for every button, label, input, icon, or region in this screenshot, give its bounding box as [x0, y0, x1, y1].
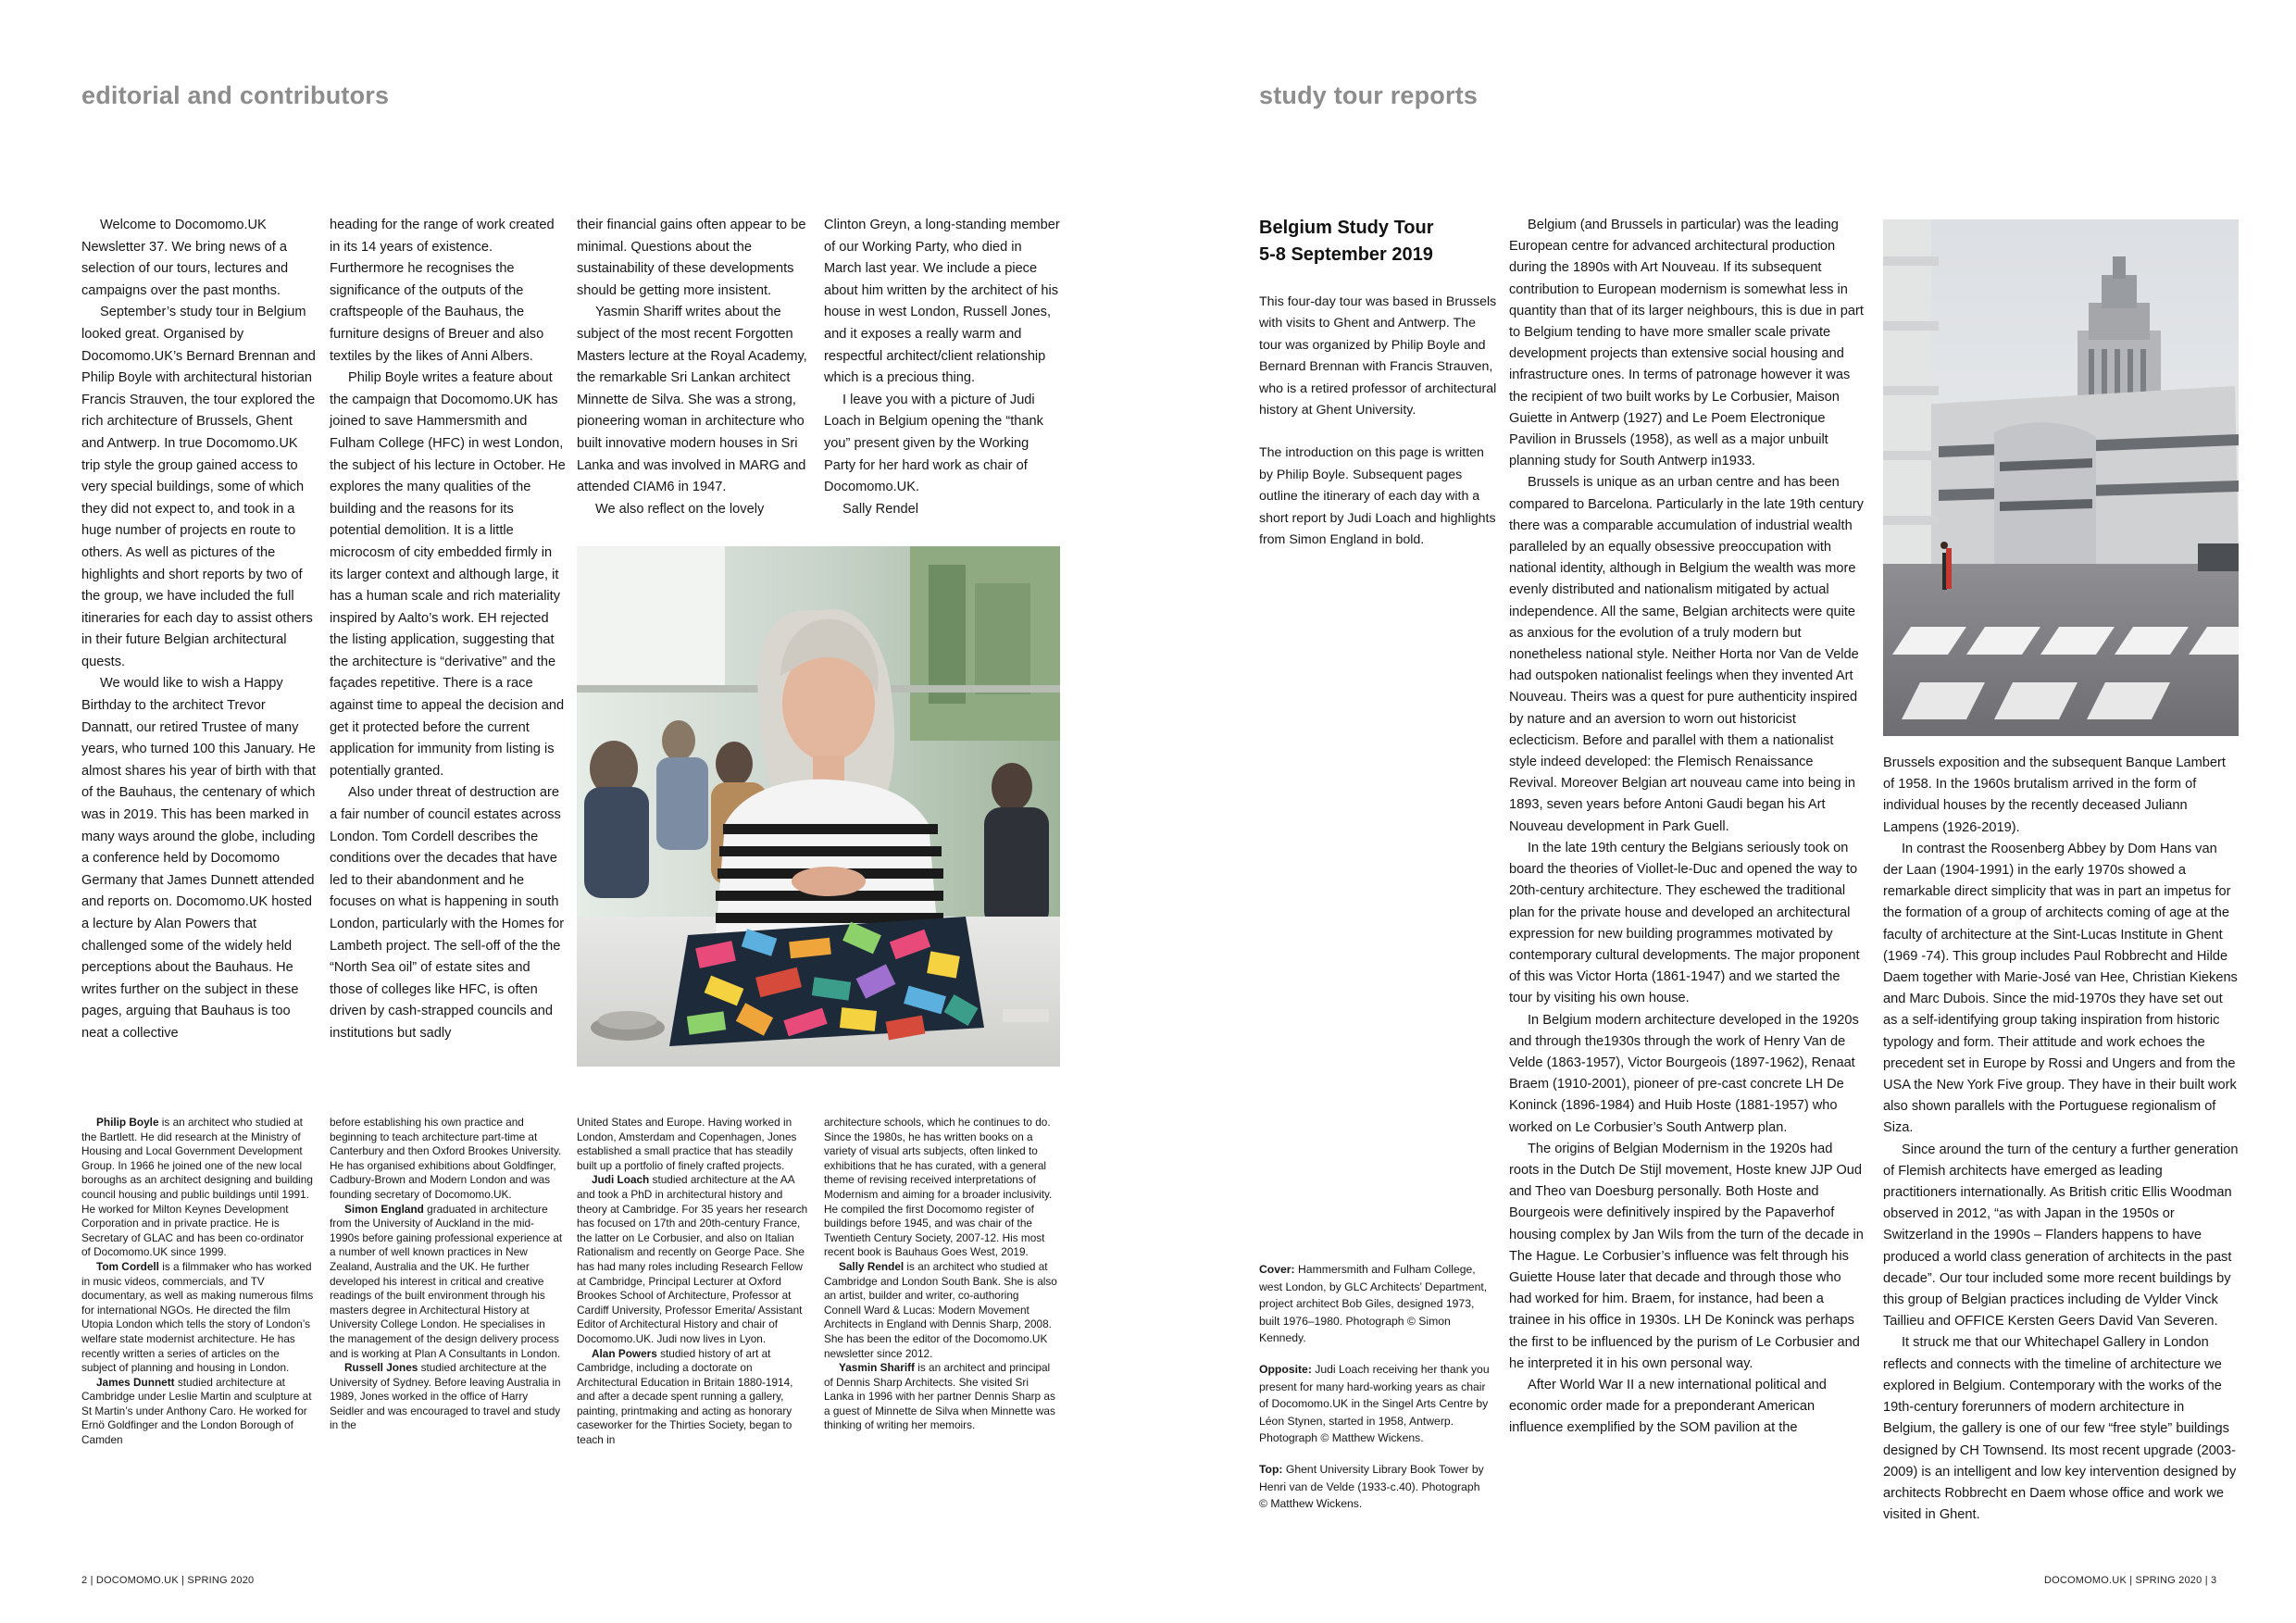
bio-name: Philip Boyle [96, 1116, 159, 1129]
bio-column-1 [81, 1116, 315, 1448]
tour-title [1259, 215, 1434, 268]
caption-label: Opposite: [1259, 1362, 1312, 1376]
tour-body-column-2 [1883, 753, 2239, 1526]
bio-text: studied architecture at the University of Sydney. Before leaving Australia in 1989, Jones worked in the office of Harry Seidler and was encouraged to travel and study in the [330, 1361, 561, 1432]
bio-text: before establishing his own practice and beginning to teach architecture part-time at Canterbury and then Oxford Brookes University. He has organised exhibitions about Goldfinger, Cadbury-Brown and Modern London and was founding secretary of Docomomo.UK. [330, 1116, 562, 1201]
folio-left: 2 | DOCOMOMO.UK | SPRING 2020 [81, 1575, 255, 1586]
bio-text: architecture schools, which he continues to do. Since the 1980s, he has written books on a variety of visual arts subjects, often linked to exhibitions that he has curated, with a general theme of revising received interpretations of Modernism and aiming for a broader inclusivity. He compiled the first Docomomo register of buildings before 1945, and was chair of the Twentieth Century Society, 2007-12. His most recent book is Bauhaus Goes West, 2019. [824, 1116, 1053, 1259]
book-tower-photo [1883, 219, 2239, 736]
bio-paragraph [577, 1173, 810, 1346]
tour-paragraph: In contrast the Roosenberg Abbey by Dom Hans van der Laan (1904-1991) in the early 1970s showed a remarkable direct simplicity that was in part an impetus for the formation of a group of architects coming of age at the faculty of architecture at the Sint-Lucas Institute in Ghent (1969 -74). This group includes Paul Robbrecht and Hilde Daem together with Marie-José van Hee, Christian Kiekens and Marc Dubois. Since the mid-1970s they have set out as a self-identifying group taking inspiration from historic typology and form. Their attitude and work echoes the precedent set in Europe by Rossi and Ungers and from the USA the New York Five group. They have in their built work also shown parallels with the Portuguese regionalism of Siza. [1883, 841, 2238, 1136]
tour-paragraph: After World War II a new international political and economic order made for a preponderant American influence exemplified by the SOM pavilion at the [1509, 1377, 1827, 1436]
tour-paragraph: Belgium (and Brussels in particular) was the leading European centre for advanced architectural production during the 1890s with Art Nouveau. If its subsequent contribution to European modernism is somewhat less in quantity than that of its larger neighbours, this is due in part to Belgium tending to have more smaller scale private development projects than extensive social housing and infrastructure ones. In terms of patronage however it was the recipient of two built works by Le Corbusier, Maison Guiette in Antwerp (1927) and Le Poem Electronique Pavilion in Brussels (1958), as well as a major unbuilt planning study for South Antwerp in1933. [1509, 218, 1864, 469]
editorial-signature: Sally Rendel [842, 501, 918, 517]
editorial-column-4 [824, 215, 1061, 520]
bio-name: Alan Powers [592, 1346, 657, 1360]
editorial-column-2 [330, 215, 567, 1045]
intro-paragraph: The introduction on this page is written by Philip Boyle. Subsequent pages outline the itinerary of each day with a short report by Judi Loach and highlights from Simon England in bold. [1259, 445, 1496, 548]
judi-loach-photo [577, 546, 1060, 1067]
editorial-paragraph: We would like to wish a Happy Birthday to the architect Trevor Dannatt, our retired Trustee of many years, who turned 100 this January. He almost shares his year of birth with that of the Bauhaus, the centenary of which was in 2019. This has been marked in many ways around the globe, including a conference held by Docomomo Germany that James Dunnett attended and reports on. Docomomo.UK hosted a lecture by Alan Powers that challenged some of the widely held perceptions about the Bauhaus. He writes further on the subject in these pages, arguing that Bauhaus is too neat a collective [81, 676, 317, 1041]
bio-name: Simon England [344, 1202, 424, 1216]
editorial-paragraph: I leave you with a picture of Judi Loach in Belgium opening the “thank you” present given by the Working Party for her hard work as chair of Docomomo.UK. [824, 392, 1043, 495]
section-title-right: study tour reports [1259, 81, 1479, 109]
editorial-paragraph: their financial gains often appear to be minimal. Questions about the sustainability of these developments should be getting more insistent. [577, 218, 806, 298]
bio-paragraph [330, 1361, 563, 1433]
tour-paragraph: Since around the turn of the century a further generation of Flemish architects have emerged as leading practitioners internationally. As British critic Ellis Woodman observed in 2012, “as with Japan in the 1950s or Switzerland in the 1990s – Flanders happens to have produced a world class generation of architects in the past decade”. Our tour included some more recent buildings by this group of Belgian practices including de Vylder Vinck Taillieu and OFFICE Kersten Geers David Van Severen. [1883, 1142, 2239, 1330]
caption-label: Top: [1259, 1462, 1283, 1476]
editorial-paragraph: Yasmin Shariff writes about the subject of the most recent Forgotten Masters lecture at the Royal Academy, the remarkable Sri Lankan architect Minnette de Silva. She was a strong, pioneering woman in architecture who built innovative modern houses in Sri Lanka and was involved in MARG and attended CIAM6 in 1947. [577, 305, 807, 495]
editorial-column-3 [577, 215, 814, 520]
bio-name: James Dunnett [96, 1375, 175, 1389]
bio-name: Tom Cordell [96, 1259, 159, 1273]
bio-name: Sally Rendel [839, 1259, 905, 1273]
caption-text: Hammersmith and Fulham College, west London, by GLC Architects’ Department, project architect Bob Giles, designed 1973, built 1976–1980. Photograph © Simon Kennedy. [1259, 1263, 1488, 1345]
bio-text: United States and Europe. Having worked in London, Amsterdam and Copenhagen, Jones established a small practice that has steadily built up a portfolio of finely crafted projects. [577, 1116, 797, 1172]
caption-text: Ghent University Library Book Tower by Henri van de Velde (1933-c.40). Photograph © Matthew Wickens. [1259, 1462, 1484, 1511]
bio-paragraph [81, 1260, 315, 1376]
bio-column-3 [577, 1116, 810, 1448]
caption-opposite [1259, 1361, 1491, 1447]
caption-label: Cover: [1259, 1263, 1295, 1276]
bio-text: is an architect who studied at the Bartlett. He did research at the Ministry of Housing and Local Government Development Group. In 1966 he joined one of the new local boroughs as an architect designing and building council housing and public buildings until 1991. He worked for Milton Keynes Development Corporation and in private practice. He is Secretary of GLAC and has been co-ordinator of Docomomo.UK since 1999. [81, 1116, 313, 1259]
bio-text: graduated in architecture from the University of Auckland in the mid-1990s before gaining professional experience at a number of well known practices in New Zealand, Australia and the UK. He further developed his interest in critical and creative readings of the built environment through his masters degree in Architectural History at University College London. He specialises in the management of the design delivery process and is working at Plan A Consultants in London. [330, 1202, 563, 1360]
bio-name: Russell Jones [344, 1361, 418, 1375]
caption-top [1259, 1461, 1491, 1513]
right-page [1148, 0, 2296, 1623]
tour-paragraph: In the late 19th century the Belgians seriously took on board the theories of Viollet-le-Duc and opened the way to 20th-century architecture. They eschewed the traditional plan for the private house and developed an architectural expression for new building programmes motivated by contemporary cultural developments. The major proponent of this was Victor Horta (1861-1947) and we started the tour by visiting his own house. [1509, 840, 1860, 1006]
tour-paragraph: The origins of Belgian Modernism in the 1920s had roots in the Dutch De Stijl movement, Hoste knew JJP Oud and Theo van Doesburg personally. Both Hoste and Bourgeois were definitively inspired by the Papaverhof housing complex by Jan Wils from the turn of the decade in The Hague. Le Corbusier’s influence was felt through his Guiette House later that decade and through those who had worked for him. Braem, for instance, had been a trainee in his office in 1930s. LH De Koninck was perhaps the first to be influenced by the purism of Le Corbusier and he interpreted it in his own personal way. [1509, 1141, 1864, 1371]
tour-paragraph: Brussels exposition and the subsequent Banque Lambert of 1958. In the 1960s brutalism arrived in the form of individual houses by the recently deceased Juliann Lampens (1926-2019). [1883, 755, 2226, 835]
section-title-left: editorial and contributors [81, 81, 390, 109]
bio-column-2 [330, 1116, 563, 1433]
editorial-paragraph: Also under threat of destruction are a fair number of council estates across London. Tom Cordell describes the conditions over the decades that have led to their abandonment and he focuses on what is happening in south London, particularly with the Homes for Lambeth project. The sell-off of the the “North Sea oil” of estate sites and those of colleges like HFC, is often driven by cash-strapped councils and institutions but sadly [330, 785, 565, 1041]
editorial-paragraph: heading for the range of work created in its 14 years of existence. Furthermore he recognises the significance of the outputs of the craftspeople of the Bauhaus, the furniture designs of Breuer and also textiles by the likes of Anni Albers. [330, 218, 555, 364]
editorial-paragraph: Welcome to Docomomo.UK Newsletter 37. We bring news of a selection of our tours, lectures and campaigns over the past months. [81, 218, 289, 298]
bio-paragraph [330, 1116, 563, 1203]
caption-cover [1259, 1261, 1491, 1347]
bio-name: Judi Loach [592, 1173, 650, 1187]
editorial-paragraph: Clinton Greyn, a long-standing member of our Working Party, who died in March last year. We include a piece about him written by the architect of his house in west London, Russell Jones, and it exposes a really warm and respectful architect/client relationship which is a precious thing. [824, 218, 1060, 386]
photo-captions [1259, 1261, 1491, 1527]
tour-title-dates: 5-8 September 2019 [1259, 244, 1433, 265]
caption-text: Judi Loach receiving her thank you present for many hard-working years as chair of Docomomo.UK in the Singel Arts Centre by Léon Stynen, started in 1958, Antwerp. Photograph © Matthew Wickens. [1259, 1362, 1490, 1445]
bio-paragraph [330, 1203, 563, 1362]
bio-text: is an architect who studied at Cambridge and London South Bank. She is also an artist, builder and writer, co-authoring Connell Ward & Lucas: Modern Movement Architects in England with Dennis Sharp, 2008. She has been the editor of the Docomomo.UK newsletter since 2012. [824, 1259, 1057, 1360]
bio-paragraph [824, 1361, 1057, 1433]
editorial-paragraph: September’s study tour in Belgium looked great. Organised by Docomomo.UK’s Bernard Brennan and Philip Boyle with architectural historian Francis Strauven, the tour explored the rich architecture of Brussels, Ghent and Antwerp. In true Docomomo.UK trip style the group gained access to very special buildings, some of which they did not expect to, and took in a huge number of projects en route to others. As well as pictures of the highlights and short reports by two of the group, we have included the full itineraries for each day to assist others in their future Belgian architectural quests. [81, 305, 316, 669]
editorial-paragraph: We also reflect on the lovely [595, 501, 765, 517]
tour-intro [1259, 292, 1498, 572]
bio-paragraph [81, 1116, 315, 1260]
bio-paragraph [577, 1347, 810, 1448]
editorial-paragraph: Philip Boyle writes a feature about the campaign that Docomomo.UK has joined to save Hammersmith and Fulham College (HFC) in west London, the subject of his lecture in October. He explores the many qualities of the building and the reasons for its potential demolition. It is a little microcosm of city embedded firmly in its larger context and although large, it has a human scale and rich materiality inspired by Aalto’s work. EH rejected the listing application, suggesting that the architecture is “derivative” and the façades repetitive. There is a race against time to appeal the decision and get it protected before the current application for immunity from listing is potentially granted. [330, 370, 566, 779]
bio-paragraph [577, 1116, 810, 1173]
bio-text: is an architect and principal of Dennis Sharp Architects. She visited Sri Lanka in 1996 with her partner Dennis Sharp as a guest of Minnette de Silva when Minnette was thinking of writing her memoirs. [824, 1361, 1055, 1432]
bio-text: studied architecture at Cambridge under Leslie Martin and sculpture at St Martin’s under Anthony Caro. He worked for Ernö Goldfinger and the London Borough of Camden [81, 1375, 312, 1447]
tour-body-column-1 [1509, 215, 1865, 1440]
intro-paragraph: This four-day tour was based in Brussels with visits to Ghent and Antwerp. The tour was organized by Philip Boyle and Bernard Brennan with Francis Strauven, who is a retired professor of architectural history at Ghent University. [1259, 294, 1497, 418]
tour-title-line1: Belgium Study Tour [1259, 218, 1434, 238]
tour-paragraph: Brussels is unique as an urban centre and has been compared to Barcelona. Particularly in the late 19th century there was a comparable accumulation of industrial wealth paralleled by an equally obsessive preoccupation with national identity, although in Belgium the wealth was more evenly distributed and nationalism mitigated by actual independence. All the same, Belgian architects were quite as anxious for the evolution of a truly modern but nonetheless national style. Neither Horta nor Van de Velde had outspoken nationalist feelings when they invented Art Nouveau. Theirs was a quest for pure authenticity inspired by nature and an aversion to worn out historicist eclecticism. Before and parallel with them a nationalist style indeed developed: the Flemisch Renaissance Revival. Moreover Belgian art nouveau came into being in 1893, seven years before Antoni Gaudi began his Art Nouveau development in Park Guell. [1509, 475, 1864, 834]
editorial-column-1 [81, 215, 318, 1045]
bio-name: Yasmin Shariff [839, 1361, 915, 1375]
bio-column-4 [824, 1116, 1057, 1433]
bio-text: is a filmmaker who has worked in music videos, commercials, and TV documentary, as well as making numerous films for international NGOs. He directed the film Utopia London which tells the story of London’s welfare state modernist architecture. He has recently written a series of articles on the subject of planning and housing in London. [81, 1259, 314, 1375]
bio-paragraph [824, 1260, 1057, 1361]
folio-right: DOCOMOMO.UK | SPRING 2020 | 3 [2044, 1575, 2217, 1586]
tour-paragraph: In Belgium modern architecture developed in the 1920s and through the1930s through the work of Henry Van de Velde (1863-1957), Victor Bourgeois (1897-1962), Renaat Braem (1910-2001), pioneer of pre-cast concrete LH De Koninck (1896-1984) and Huib Hoste (1881-1957) who worked on Le Corbusier’s South Antwerp plan. [1509, 1012, 1859, 1135]
bio-paragraph [81, 1376, 315, 1448]
bio-text: studied history of art at Cambridge, including a doctorate on Architectural Education in Britain 1880-1914, and after a decade spent running a gallery, painting, printmaking and acting as honorary caseworker for the Thirties Society, began to teach in [577, 1346, 793, 1447]
bio-text: studied architecture at the AA and took a PhD in architectural history and theory at Cambridge. For 35 years her research has focused on 17th and 20th-century France, the latter on Le Corbusier, and also on Italian Rationalism and recently on George Pace. She has had many roles including Research Fellow at Cambridge, Principal Lecturer at Oxford Brookes School of Architecture, Professor at Cardiff University, Professor Emerita/ Assistant Editor of Architectural History and chair of Docomomo.UK. Judi now lives in Lyon. [577, 1173, 808, 1345]
tour-paragraph: It struck me that our Whitechapel Gallery in London reflects and connects with the timeline of architecture we explored in Belgium. Contemporary with the works of the 19th-century forerunners of modern architecture in Belgium, the gallery is one of our few “free style” buildings designed by CH Townsend. Its most recent upgrade (2003-2009) is an intelligent and low key intervention designed by architects Robbrecht en Daem whose office and work we visited in Ghent. [1883, 1335, 2237, 1523]
bio-paragraph [824, 1116, 1057, 1260]
